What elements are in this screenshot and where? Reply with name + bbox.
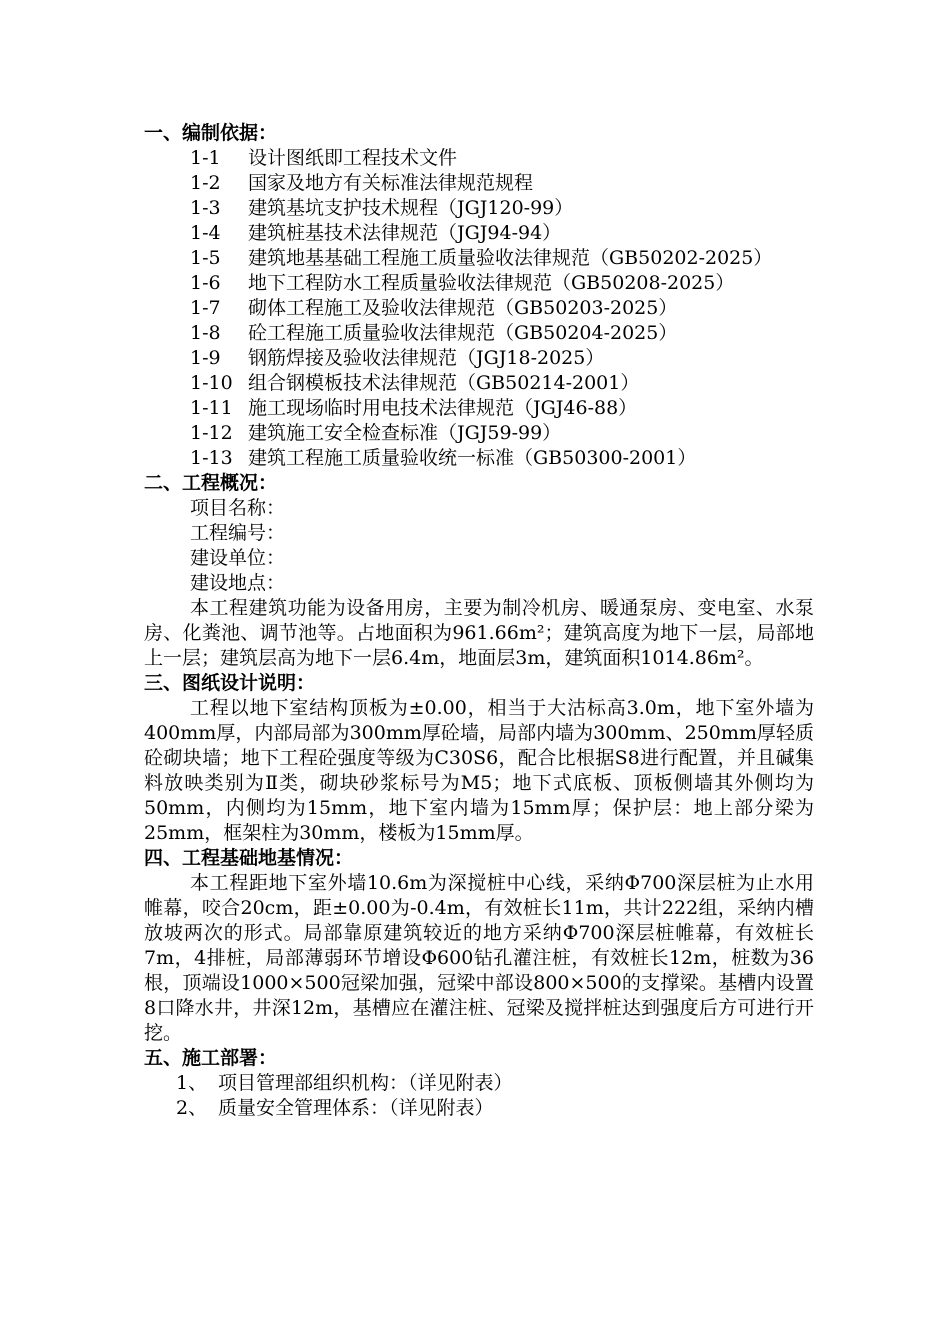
item-number: 1-1 <box>190 147 221 169</box>
item-number: 2、 <box>176 1097 208 1119</box>
list-item <box>144 196 814 221</box>
list-item <box>144 421 814 446</box>
item-text: 建筑工程施工质量验收统一标准（GB50300-2001） <box>248 447 697 469</box>
item-text: 建筑基坑支护技术规程（JGJ120-99） <box>248 197 574 219</box>
item-number: 1-7 <box>190 297 221 319</box>
item-number: 1-4 <box>190 222 221 244</box>
item-text: 建筑桩基技术法律规范（JGJ94-94） <box>248 222 562 244</box>
item-number: 1-12 <box>190 422 233 444</box>
item-text: 国家及地方有关标准法律规范规程 <box>248 172 534 194</box>
list-item <box>144 371 814 396</box>
item-text: 施工现场临时用电技术法律规范（JGJ46-88） <box>248 397 638 419</box>
item-text: 建筑地基基础工程施工质量验收法律规范（GB50202-2025） <box>248 247 773 269</box>
item-number: 1-13 <box>190 447 233 469</box>
field-label: 建设单位： <box>190 547 286 569</box>
item-text: 建筑施工安全检查标准（JGJ59-99） <box>248 422 562 444</box>
item-number: 1-5 <box>190 247 221 269</box>
item-text: 设计图纸即工程技术文件 <box>248 147 458 169</box>
list-item <box>144 1071 814 1096</box>
section3-heading: 三、图纸设计说明： <box>144 672 316 694</box>
section3-paragraph: 工程以地下室结构顶板为±0.00，相当于大沽标高3.0m，地下室外墙为400mm厚，内部局部为300mm厚砼墙，局部内墙为300mm、250mm厚轻质砼砌块墙；地下工程砼强度等级为C30S6，配合比根据S8进行配置，并且碱集料放映类别为Ⅱ类，砌块砂浆标号为M5；地下式底板、顶板侧墙其外侧均为50mm，内侧均为15mm，地下室内墙为15mm厚；保护层：地上部分梁为25mm，框架柱为30mm，楼板为15mm厚。 <box>144 697 814 844</box>
document-body <box>144 121 814 1121</box>
item-number: 1-2 <box>190 172 221 194</box>
list-item <box>144 1096 814 1121</box>
list-item <box>144 396 814 421</box>
item-text: 砼工程施工质量验收法律规范（GB50204-2025） <box>248 322 678 344</box>
list-item <box>144 446 814 471</box>
item-number: 1-11 <box>190 397 233 419</box>
list-item <box>144 321 814 346</box>
field-label: 工程编号： <box>190 522 286 544</box>
section5-heading: 五、施工部署： <box>144 1047 278 1069</box>
field-label: 建设地点： <box>190 572 286 594</box>
list-item <box>144 221 814 246</box>
item-text: 钢筋焊接及验收法律规范（JGJ18-2025） <box>248 347 605 369</box>
item-text: 项目管理部组织机构：（详见附表） <box>218 1072 513 1094</box>
section4-heading: 四、工程基础地基情况： <box>144 847 354 869</box>
section2-paragraph: 本工程建筑功能为设备用房，主要为制冷机房、暖通泵房、变电室、水泵房、化粪池、调节池等。占地面积为961.66m²；建筑高度为地下一层，局部地上一层；建筑层高为地下一层6.4m，地面层3m，建筑面积1014.86m²。 <box>144 597 814 669</box>
item-number: 1、 <box>176 1072 208 1094</box>
list-item <box>144 271 814 296</box>
item-number: 1-6 <box>190 272 221 294</box>
section4-paragraph: 本工程距地下室外墙10.6m为深搅桩中心线，采纳Φ700深层桩为止水用帷幕，咬合20cm，距±0.00为-0.4m，有效桩长11m，共计222组，采纳内槽放坡两次的形式。局部靠原建筑较近的地方采纳Φ700深层桩帷幕，有效桩长7m，4排桩，局部薄弱环节增设Φ600钻孔灌注桩，有效桩长12m，桩数为36根，顶端设1000×500冠梁加强，冠梁中部设800×500的支撑梁。基槽内设置8口降水井，井深12m，基槽应在灌注桩、冠梁及搅拌桩达到强度后方可进行开挖。 <box>144 872 814 1044</box>
list-item <box>144 296 814 321</box>
item-text: 砌体工程施工及验收法律规范（GB50203-2025） <box>248 297 678 319</box>
list-item <box>144 171 814 196</box>
list-item <box>144 346 814 371</box>
section1-heading: 一、编制依据： <box>144 122 278 144</box>
list-item <box>144 246 814 271</box>
item-text: 质量安全管理体系：（详见附表） <box>218 1097 494 1119</box>
field-label: 项目名称： <box>190 497 286 519</box>
item-number: 1-3 <box>190 197 221 219</box>
item-number: 1-8 <box>190 322 221 344</box>
item-text: 组合钢模板技术法律规范（GB50214-2001） <box>248 372 640 394</box>
list-item <box>144 146 814 171</box>
section2-heading: 二、工程概况： <box>144 472 278 494</box>
item-number: 1-10 <box>190 372 233 394</box>
item-text: 地下工程防水工程质量验收法律规范（GB50208-2025） <box>248 272 735 294</box>
item-number: 1-9 <box>190 347 221 369</box>
